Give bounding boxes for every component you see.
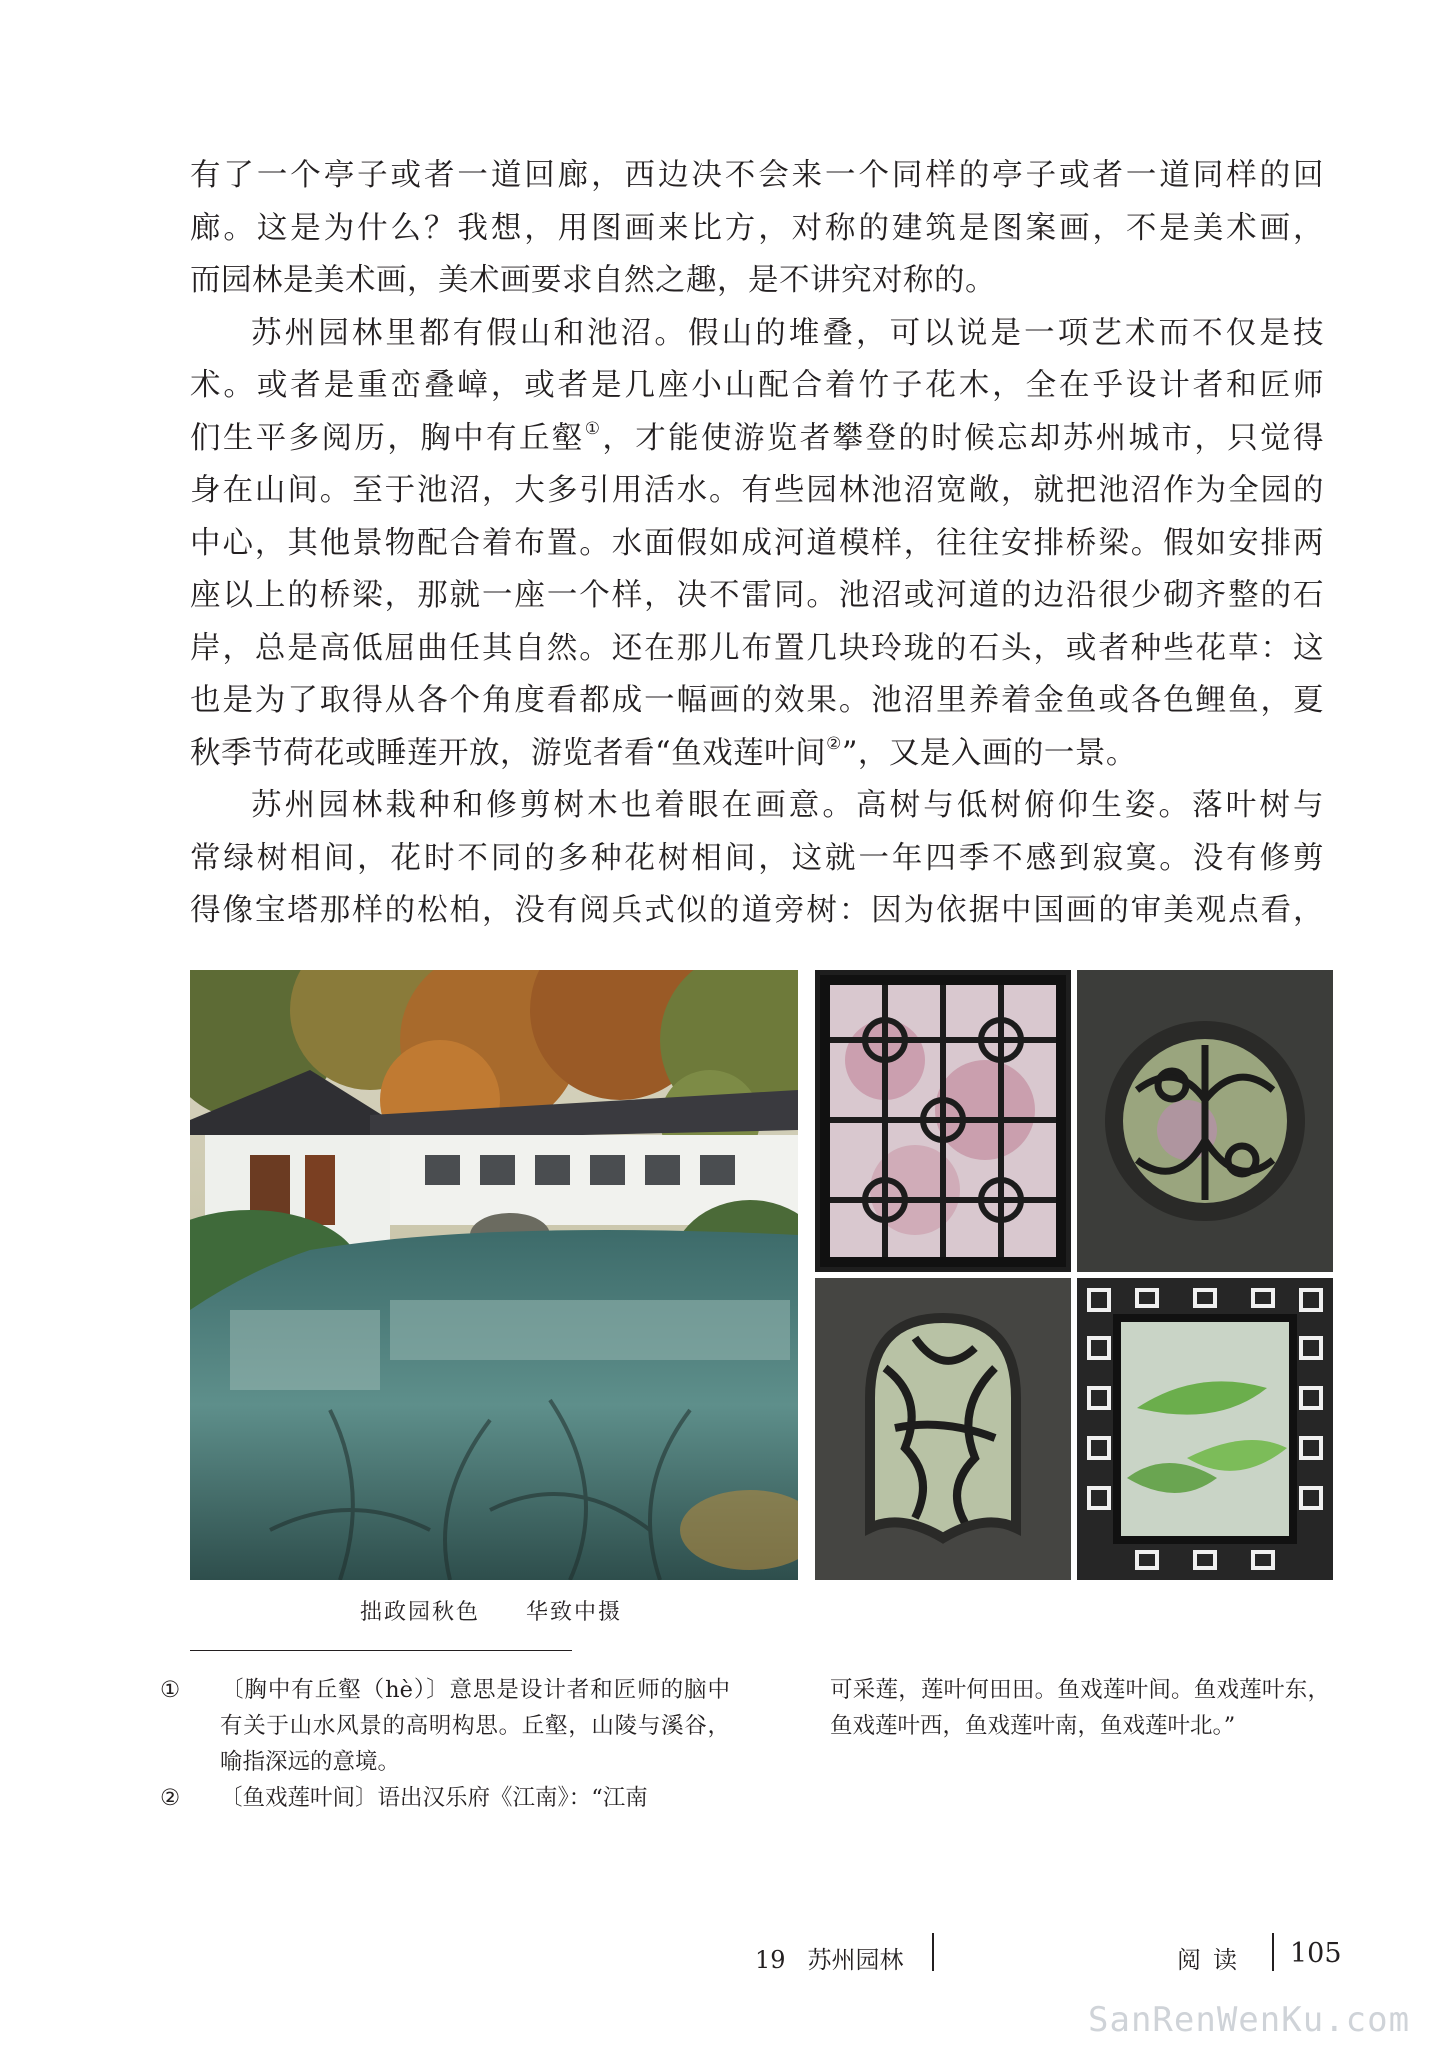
window-photo-square	[815, 970, 1071, 1272]
text-line: 而园林是美术画，美术画要求自然之趣，是不讲究对称的。	[190, 263, 996, 298]
text-fragment: ”，又是入画的一景。	[841, 735, 1137, 771]
text-line: 岸，总是高低屈曲任其自然。还在那儿布置几块玲珑的石头，或者种些花草：这	[190, 630, 1324, 666]
footnote-text: 〔胸中有丘壑（hè）〕意思是设计者和匠师的脑中有关于山水风景的高明构思。丘壑，山陵与溪谷，喻指深远的意境。	[220, 1677, 730, 1775]
window-photo-bell	[815, 1278, 1071, 1580]
caption-title: 拙政园秋色	[360, 1600, 481, 1625]
footnote-2	[160, 1780, 730, 1816]
footnote-mark: ②	[160, 1785, 181, 1811]
footnote-text: 〔鱼戏莲叶间〕语出汉乐府《江南》：“江南	[220, 1785, 648, 1811]
text-line: 身在山间。至于池沼，大多引用活水。有些园林池沼宽敞，就把池沼作为全园的	[190, 473, 1324, 508]
lattice-bell-illustration	[815, 1278, 1071, 1580]
footnote-divider	[190, 1650, 572, 1651]
text-fragment: 秋季节荷花或睡莲开放，游览者看“鱼戏莲叶间	[190, 735, 827, 771]
caption-credit: 华致中摄	[526, 1600, 623, 1625]
body-text	[190, 150, 1324, 938]
footnotes-right-column	[830, 1672, 1330, 1744]
text-line: 中心，其他景物配合着布置。水面假如成河道模样，往往安排桥梁。假如安排两	[190, 525, 1324, 561]
text-line: 苏州园林里都有假山和池沼。假山的堆叠，可以说是一项艺术而不仅是技	[251, 315, 1324, 351]
text-line: 座以上的桥梁，那就一座一个样，决不雷同。池沼或河道的边沿很少砌齐整的石	[190, 578, 1324, 613]
lattice-leaf-illustration	[1077, 1278, 1333, 1580]
window-photo-leaf	[1077, 1278, 1333, 1580]
window-photo-round	[1077, 970, 1333, 1272]
footnote-mark: ①	[160, 1677, 181, 1703]
lattice-square-illustration	[815, 970, 1071, 1272]
lattice-windows	[815, 970, 1333, 1580]
text-line: 术。或者是重峦叠嶂，或者是几座小山配合着竹子花木，全在乎设计者和匠师	[190, 368, 1324, 403]
photo-caption	[360, 1595, 668, 1626]
text-fragment: 们生平多阅历，胸中有丘壑	[190, 420, 585, 456]
footnotes-left-column	[160, 1672, 730, 1816]
text-line: 苏州园林栽种和修剪树木也着眼在画意。高树与低树俯仰生姿。落叶树与	[251, 788, 1324, 823]
watermark-text: SanRenWenKu.com	[1088, 2000, 1411, 2040]
footer-separator	[1272, 1933, 1274, 1971]
footnote-1	[160, 1672, 730, 1780]
text-fragment: ，才能使游览者攀登的时候忘却苏州城市，只觉得	[602, 420, 1325, 456]
text-line: 常绿树相间，花时不同的多种花树相间，这就一年四季不感到寂寞。没有修剪	[190, 840, 1324, 876]
footnote-ref-1[interactable]: ①	[584, 418, 603, 439]
footer-lesson	[755, 1940, 904, 1975]
garden-photo	[190, 970, 798, 1580]
footer-separator	[932, 1933, 934, 1971]
page-number: 105	[1290, 1938, 1342, 1969]
text-line: 得像宝塔那样的松柏，没有阅兵式似的道旁树：因为依据中国画的审美观点看，	[190, 893, 1324, 928]
footnote-2-continued: 可采莲，莲叶何田田。鱼戏莲叶间。鱼戏莲叶东，鱼戏莲叶西，鱼戏莲叶南，鱼戏莲叶北。”	[830, 1677, 1330, 1739]
lesson-title: 苏州园林	[807, 1946, 904, 1974]
text-line	[190, 728, 1324, 781]
text-line: 也是为了取得从各个角度看都成一幅画的效果。池沼里养着金鱼或各色鲤鱼，夏	[190, 683, 1324, 718]
text-line: 有了一个亭子或者一道回廊，西边决不会来一个同样的亭子或者一道同样的回	[190, 158, 1324, 193]
lattice-round-illustration	[1077, 970, 1333, 1272]
garden-photo-illustration	[190, 970, 798, 1580]
footer-section: 阅读	[1177, 1946, 1249, 1974]
text-line: 廊。这是为什么？我想，用图画来比方，对称的建筑是图案画，不是美术画，	[190, 210, 1324, 246]
footnote-ref-2[interactable]: ②	[826, 733, 842, 754]
text-line	[190, 413, 1324, 466]
lesson-number: 19	[755, 1946, 786, 1974]
